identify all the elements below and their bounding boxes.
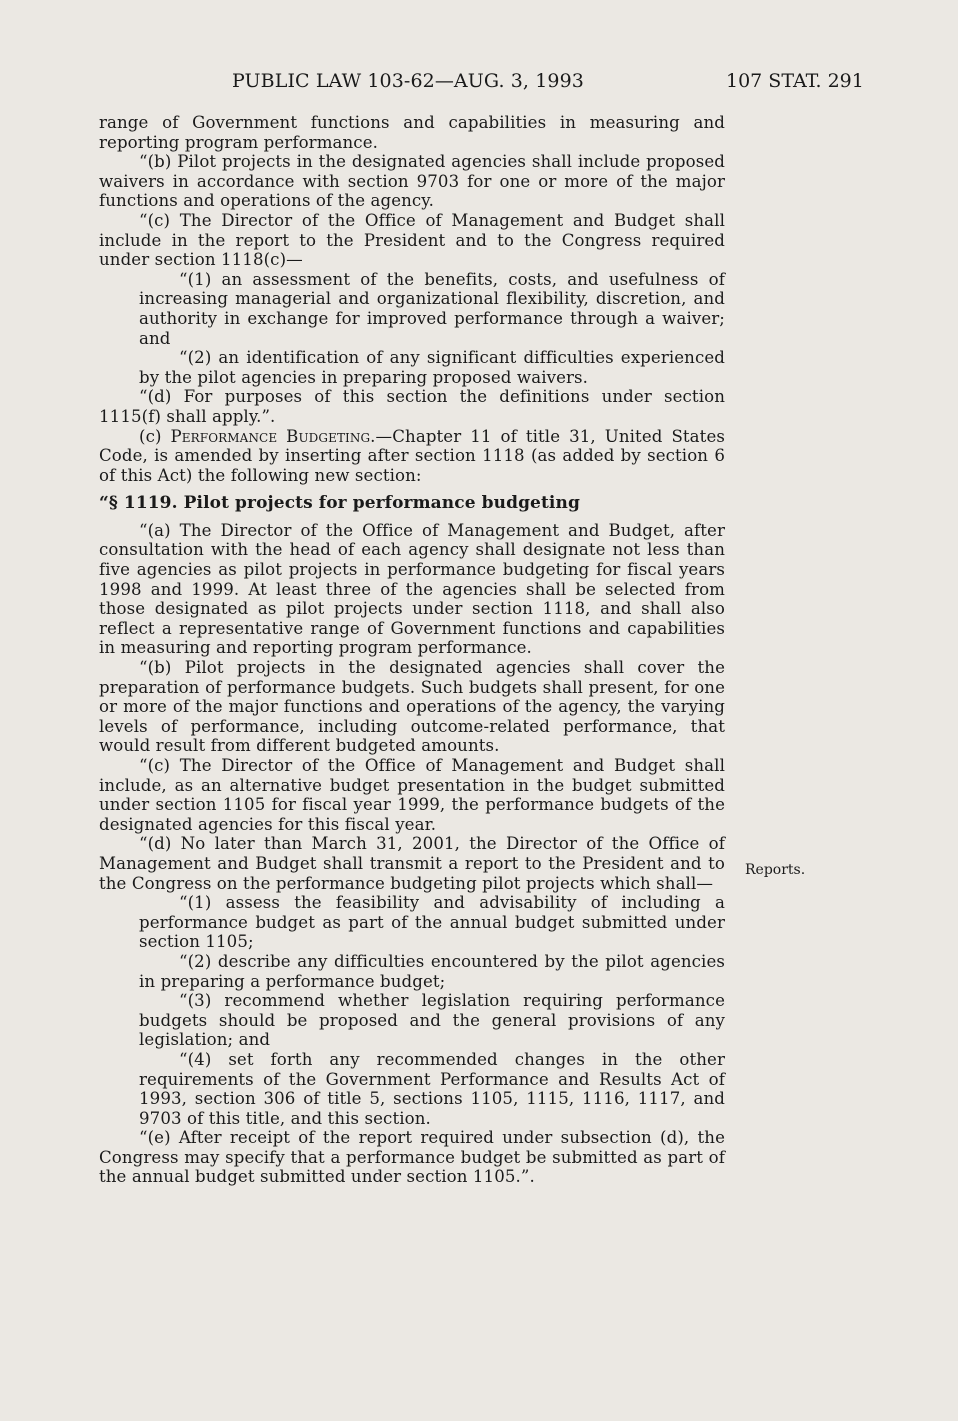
item-1-feasibility: “(1) assess the feasibility and advisability of including a performance budget as part of the annual budget submitted under section 1105; [139, 893, 725, 952]
document-body [99, 113, 725, 1187]
item-1-assessment: “(1) an assessment of the benefits, costs, and usefulness of increasing managerial and organizational flexibility, discretion, and authority in exchange for improved performance through a waiver; and [139, 269, 725, 348]
section-heading: “§ 1119. Pilot projects for performance budgeting [99, 493, 580, 514]
paragraph-a-designation: “(a) The Director of the Office of Management and Budget, after consultation with the head of each agency shall designate not less than five agencies as pilot projects in performance budgeting for fiscal years 1998 and 1999. At least three of the agencies shall be selected from those designated as pilot projects under section 1118, and shall also reflect a representative range of Government functions and capabilities in measuring and reporting program performance. [99, 520, 725, 658]
paragraph-c-alternative-budget: “(c) The Director of the Office of Management and Budget shall include, as an alternative budget presentation in the budget submitted under section 1105 for fiscal year 1999, the performance budgets of the designated agencies for this fiscal year. [99, 756, 725, 834]
item-2-difficulties: “(2) describe any difficulties encountered by the pilot agencies in preparing a performance budget; [139, 951, 725, 991]
paragraph-b-waivers: “(b) Pilot projects in the designated agencies shall include proposed waivers in accordance with section 9703 for one or more of the major functions and operations of the agency. [99, 152, 725, 211]
paragraph-d-report: “(d) No later than March 31, 2001, the Director of the Office of Management and Budget shall transmit a report to the President and to the Congress on the performance budgeting pilot projects which shall— [99, 834, 725, 893]
section-caption: Performance Budgeting [170, 426, 371, 446]
running-header: PUBLIC LAW 103-62—AUG. 3, 1993 [232, 70, 584, 92]
margin-note: Reports. [745, 862, 806, 878]
paragraph-continuation: range of Government functions and capabilities in measuring and reporting program performance. [99, 113, 725, 152]
paragraph-c-report: “(c) The Director of the Office of Management and Budget shall include in the report to the President and to the Congress required under section 1118(c)— [99, 210, 725, 270]
paragraph-d-definitions: “(d) For purposes of this section the definitions under section 1115(f) shall apply.”. [99, 387, 725, 426]
paragraph-b-budgets: “(b) Pilot projects in the designated agencies shall cover the preparation of performance budgets. Such budgets shall present, for one or more of the major functions and operations of the agency, the varying levels of performance, including outcome-related performance, that would result from different budgeted amounts. [99, 658, 725, 756]
page-stat: 107 STAT. 291 [726, 70, 864, 92]
item-4-changes: “(4) set forth any recommended changes in the other requirements of the Government Performance and Results Act of 1993, section 306 of title 5, sections 1105, 1115, 1116, 1117, and 9703 of this title, and this section. [139, 1049, 725, 1128]
item-3-recommend: “(3) recommend whether legislation requiring performance budgets should be proposed and the general provisions of any legislation; and [139, 991, 725, 1050]
paragraph-e-congress: “(e) After receipt of the report required under subsection (d), the Congress may specify that a performance budget be submitted as part of the annual budget submitted under section 1105.”. [99, 1128, 725, 1187]
item-2-identification: “(2) an identification of any significant difficulties experienced by the pilot agencies in preparing proposed waivers. [139, 348, 725, 387]
paragraph-c-performance-budgeting: (c) Performance Budgeting.—Chapter 11 of title 31, United States Code, is amended by inserting after section 1118 (as added by section 6 of this Act) the following new section: [99, 426, 725, 485]
